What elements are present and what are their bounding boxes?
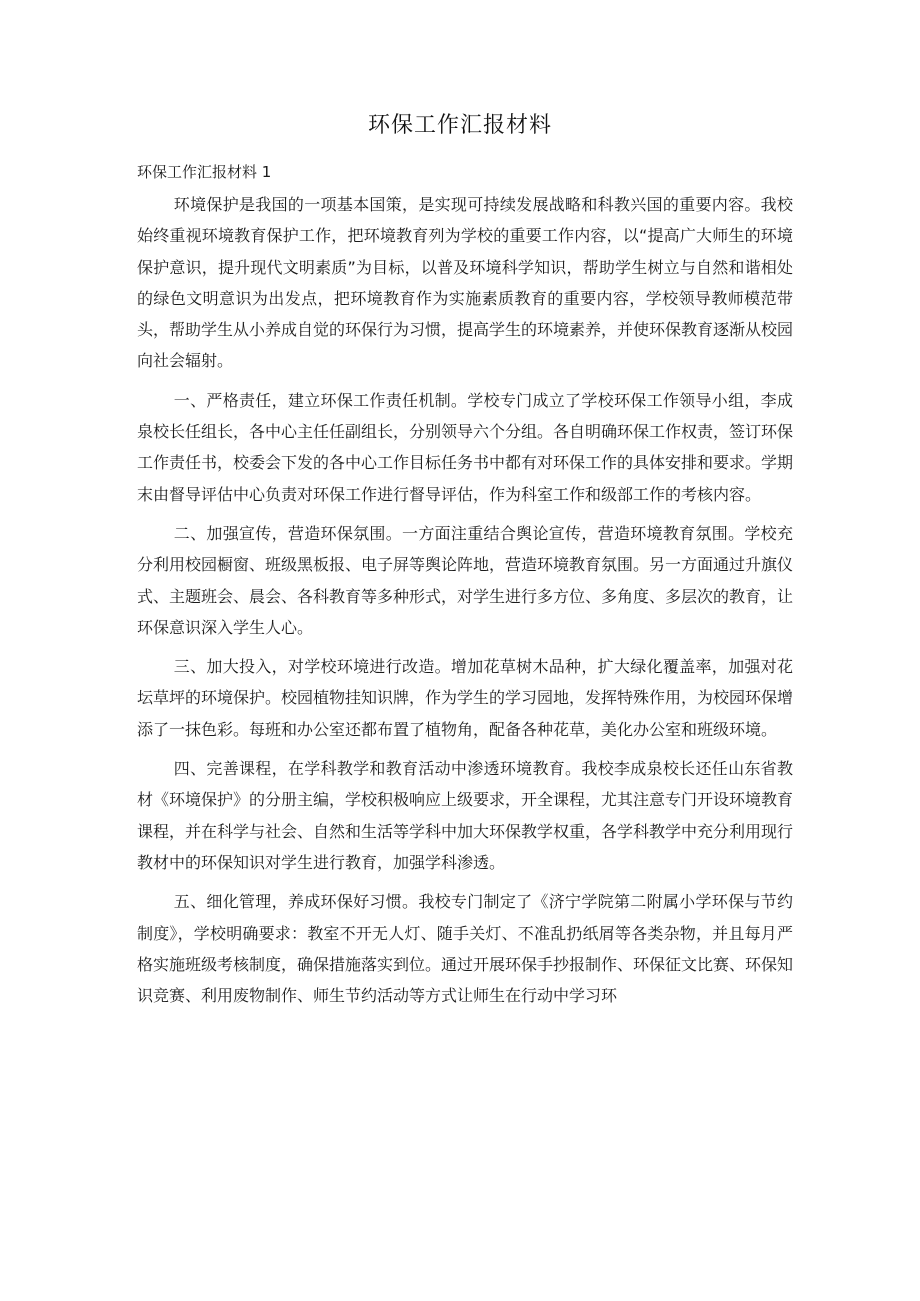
paragraph-section-3: 三、加大投入，对学校环境进行改造。增加花草树木品种，扩大绿化覆盖率，加强对花坛草坪的环境保护。校园植物挂知识牌，作为学生的学习园地，发挥特殊作用，为校园环保增添了一抹色彩。每班和办公室还都布置了植物角，配备各种花草，美化办公室和班级环境。 — [137, 657, 794, 739]
paragraph-section-2: 二、加强宣传，营造环保氛围。一方面注重结合舆论宣传，营造环境教育氛围。学校充分利用校园橱窗、班级黑板报、电子屏等舆论阵地，营造环境教育氛围。另一方面通过升旗仪式、主题班会、晨会、各科教育等多种形式，对学生进行多方位、多角度、多层次的教育，让环保意识深入学生人心。 — [137, 523, 794, 637]
document-title: 环保工作汇报材料 — [367, 113, 552, 138]
document-body — [137, 189, 793, 1019]
paragraph-section-4: 四、完善课程，在学科教学和教育活动中渗透环境教育。我校李成泉校长还任山东省教材《环境保护》的分册主编，学校积极响应上级要求，开全课程，尤其注意专门开设环境教育课程，并在科学与社会、自然和生活等学科中加大环保教学权重，各学科教学中充分利用现行教材中的环保知识对学生进行教育，加强学科渗透。 — [137, 759, 794, 872]
paragraph-section-5: 五、细化管理，养成环保好习惯。我校专门制定了《济宁学院第二附属小学环保与节约制度》，学校明确要求：教室不开无人灯、随手关灯、不准乱扔纸屑等各类杂物，并且每月严格实施班级考核制度，确保措施落实到位。通过开展环保手抄报制作、环保征文比赛、环保知识竞赛、利用废物制作、师生节约活动等方式让师生在行动中学习环 — [137, 892, 794, 1006]
paragraph-intro: 环境保护是我国的一项基本国策，是实现可持续发展战略和科教兴国的重要内容。我校始终重视环境教育保护工作，把环境教育列为学校的重要工作内容，以“提高广大师生的环境保护意识，提升现代文明素质”为目标，以普及环境科学知识，帮助学生树立与自然和谐相处的绿色文明意识为出发点，把环境教育作为实施素质教育的重要内容，学校领导教师模范带头，帮助学生从小养成自觉的环保行为习惯，提高学生的环境素养，并使环保教育逐渐从校园向社会辐射。 — [137, 195, 794, 371]
document-subtitle: 环保工作汇报材料 1 — [137, 163, 272, 181]
paragraph-section-1: 一、严格责任，建立环保工作责任机制。学校专门成立了学校环保工作领导小组，李成泉校长任组长，各中心主任任副组长，分别领导六个分组。各自明确环保工作权责，签订环保工作责任书，校委会下发的各中心工作目标任务书中都有对环保工作的具体安排和要求。学期末由督导评估中心负责对环保工作进行督导评估，作为科室工作和级部工作的考核内容。 — [137, 390, 794, 504]
